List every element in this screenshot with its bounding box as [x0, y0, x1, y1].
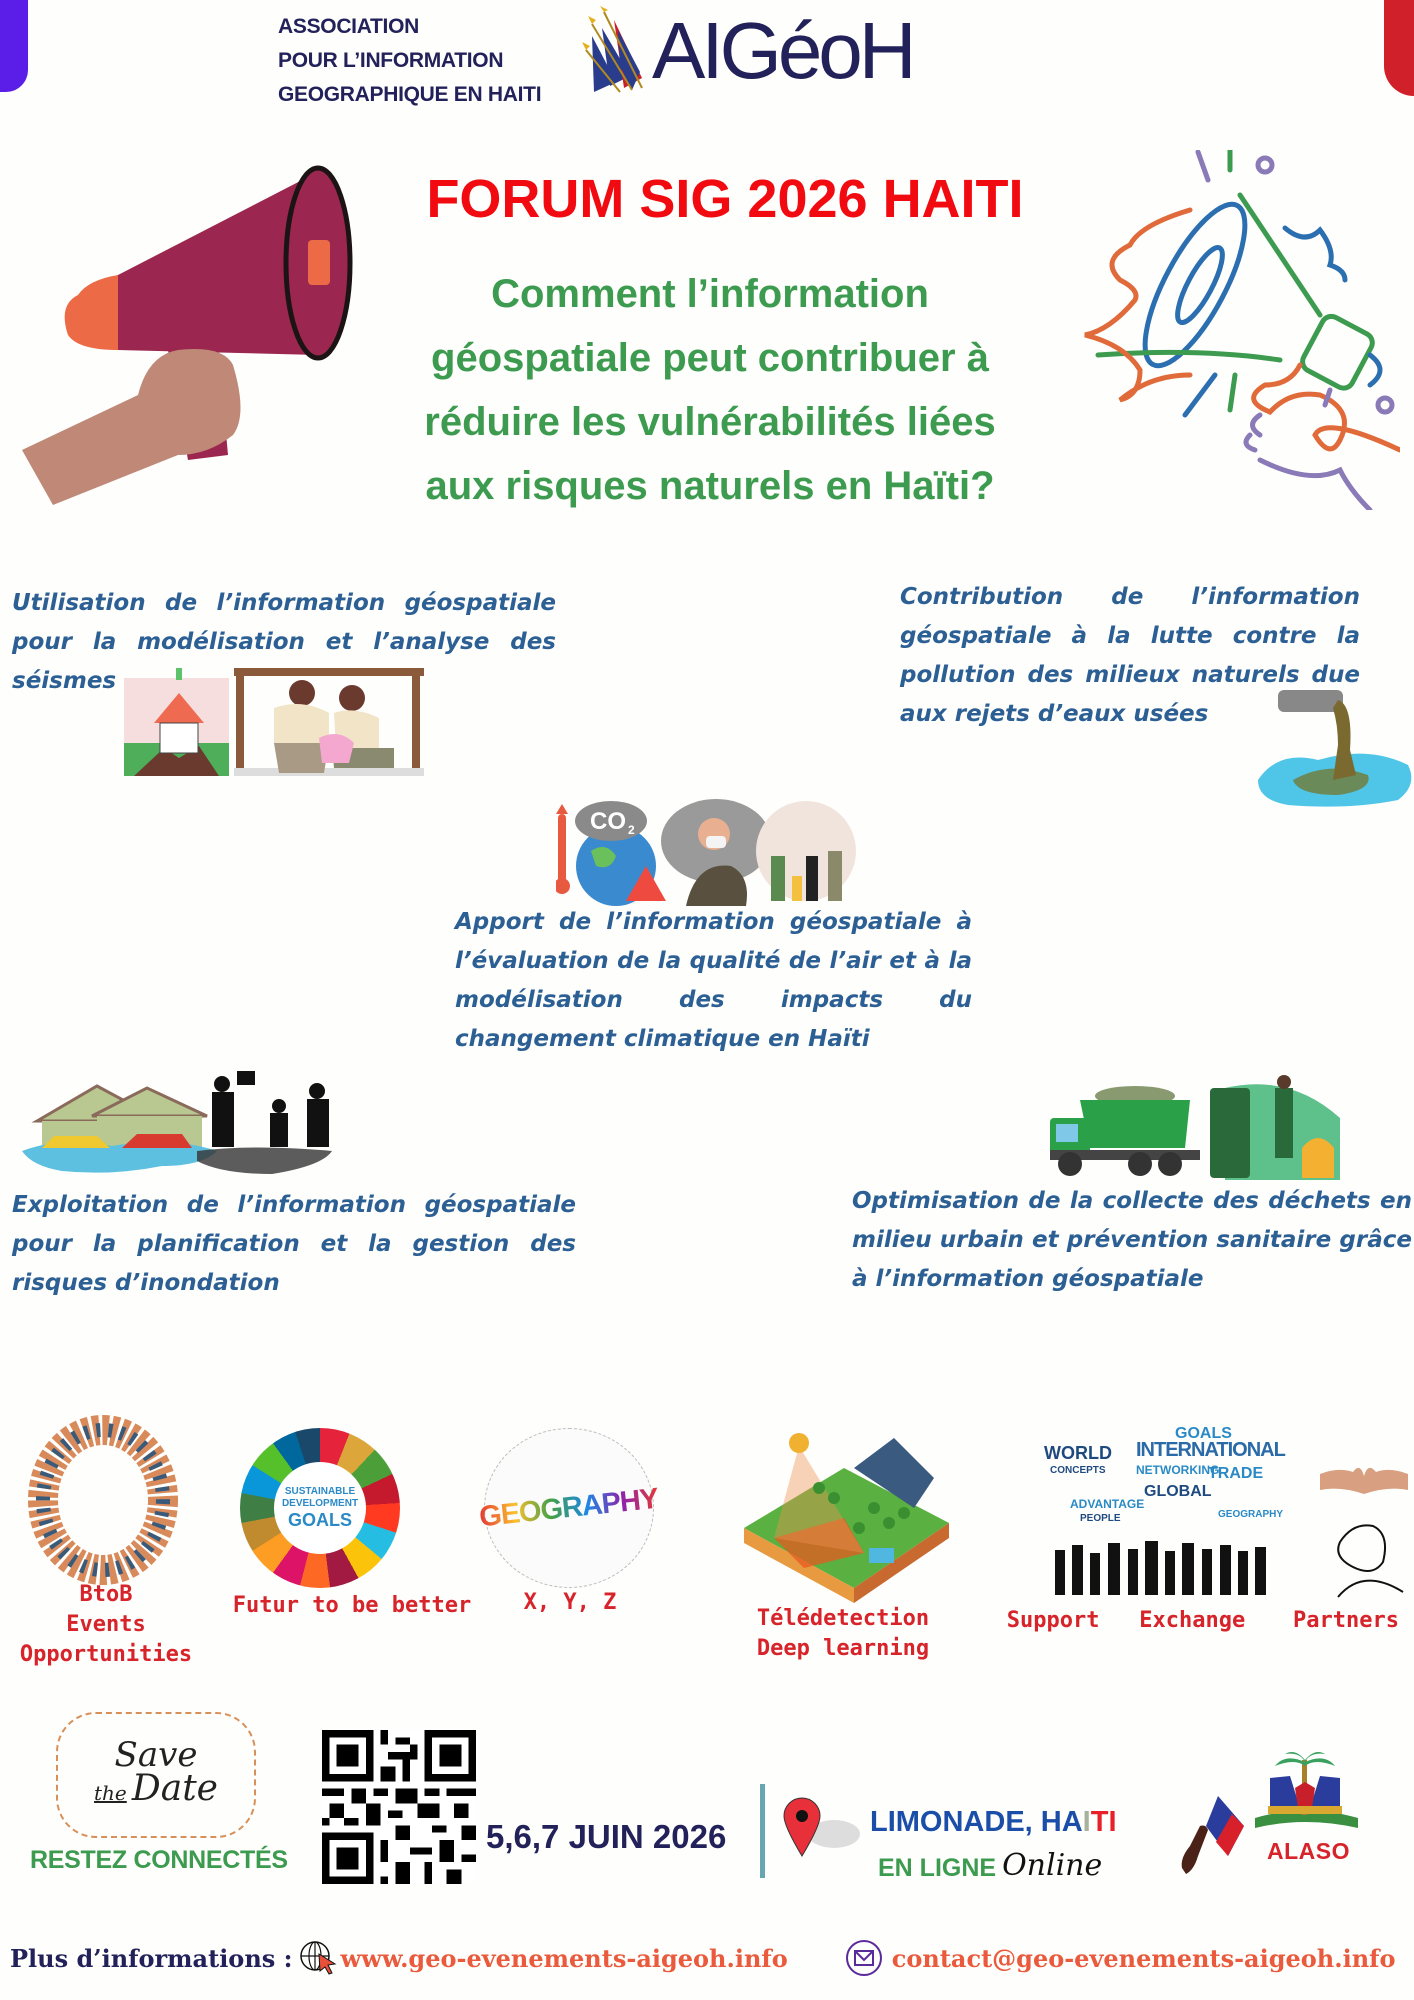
- online-info: [878, 1848, 1102, 1883]
- footer-contact: [10, 1938, 1395, 1978]
- air-quality-illustration: [556, 796, 856, 906]
- forum-question: [320, 262, 1100, 518]
- word: GLOBAL: [1144, 1483, 1212, 1500]
- the-word: the: [94, 1781, 127, 1805]
- save-word: Save: [114, 1735, 198, 1775]
- topic-flood: Exploitation de l’information géospatiale pour la planification et la gestion des risques d’inondation: [12, 1192, 576, 1296]
- online-label-en: Online: [1002, 1848, 1103, 1883]
- flags-icon: [580, 6, 652, 96]
- topic-earthquake: Utilisation de l’information géospatiale pour la modélisation et l’analyse des séismes: [12, 590, 556, 694]
- location-text: LIMONADE, HA: [870, 1806, 1083, 1838]
- globe-cursor-icon: [299, 1940, 339, 1976]
- word: ADVANTAGE: [1070, 1497, 1145, 1511]
- feature-label-remote-sensing: [728, 1604, 958, 1664]
- topic-air-quality: Apport de l’information géospatiale à l’évaluation de la qualité de l’air et à la modélisation des impacts du changement climatique en Haïti: [455, 909, 972, 1052]
- haiti-flag-hand-icon: [1180, 1796, 1246, 1876]
- geography-doodle-image: [478, 1428, 660, 1588]
- association-line: ASSOCIATION: [278, 15, 419, 38]
- more-info-label: Plus d’informations :: [10, 1943, 293, 1973]
- question-line: réduire les vulnérabilités liées: [424, 400, 996, 444]
- drone-terrain-image: [734, 1428, 954, 1603]
- geography-word: GEOGRAPHY: [478, 1482, 660, 1533]
- wastewater-pipe-illustration: [1258, 690, 1414, 808]
- people-circle-image: [28, 1415, 178, 1585]
- feature-label-btob: [6, 1580, 206, 1670]
- label-line: Opportunities: [19, 1642, 193, 1667]
- location-pin-icon: [782, 1796, 862, 1858]
- association-name: [278, 10, 541, 112]
- email-icon: [844, 1938, 884, 1978]
- feature-label-support-exchange: Support Exchange: [1006, 1608, 1246, 1633]
- the-date-row: [94, 1768, 218, 1812]
- flood-illustration: [22, 1066, 352, 1176]
- event-location: [870, 1806, 1117, 1839]
- word: WORLD: [1044, 1443, 1112, 1463]
- svg-text:CO: CO: [590, 808, 626, 835]
- stay-connected-label: RESTEZ CONNECTÉS: [30, 1846, 288, 1874]
- event-dates: 5,6,7 JUIN 2026: [486, 1818, 727, 1855]
- megaphone-hand-icon: [18, 155, 358, 505]
- logo-text: AIGéoH: [652, 6, 913, 95]
- label-line: Télédetection: [756, 1606, 930, 1631]
- save-the-date-graphic: [56, 1712, 256, 1838]
- sdg-text: GOALS: [287, 1510, 352, 1530]
- wordcloud: [1040, 1425, 1290, 1535]
- word: GOALS: [1175, 1425, 1232, 1442]
- location-text-red: TI: [1090, 1806, 1117, 1838]
- word: GEOGRAPHY: [1218, 1509, 1284, 1520]
- word: NETWORKING: [1136, 1463, 1220, 1477]
- date-word: Date: [131, 1768, 218, 1809]
- association-line: POUR L’INFORMATION: [278, 49, 504, 72]
- topic-waste: Optimisation de la collecte des déchets en milieu urbain et prévention sanitaire grâce à l’information géospatiale: [852, 1188, 1412, 1292]
- word: PEOPLE: [1080, 1513, 1121, 1524]
- hands-image: [1318, 1462, 1410, 1602]
- waste-truck-illustration: [1050, 1068, 1340, 1180]
- sdg-wheel-image: [240, 1428, 400, 1588]
- world-wordcloud-image: [1040, 1425, 1290, 1600]
- question-line: Comment l’information: [491, 272, 929, 316]
- website-link[interactable]: www.geo-evenements-aigeoh.info: [340, 1943, 788, 1973]
- earthquake-illustration: [124, 668, 424, 776]
- word: INTERNATIONAL: [1136, 1439, 1285, 1461]
- feature-label-future: Futur to be better: [232, 1593, 472, 1618]
- online-label-fr: EN LIGNE: [878, 1854, 997, 1882]
- crowd-silhouette-icon: [1050, 1535, 1280, 1600]
- label-line: Events: [66, 1612, 146, 1637]
- sdg-text: SUSTAINABLE: [284, 1486, 356, 1497]
- corner-decoration-red: [1384, 0, 1414, 96]
- haiti-coat-of-arms-icon: [1250, 1748, 1360, 1838]
- partner-label: ALASO: [1267, 1838, 1350, 1864]
- sdg-center: [274, 1462, 366, 1554]
- question-line: géospatiale peut contribuer à: [431, 336, 989, 380]
- topic-pollution: Contribution de l’information géospatiale à la lutte contre la pollution des milieux naturels due aux rejets d’eaux usées: [900, 584, 1360, 727]
- association-line: GEOGRAPHIQUE EN HAITI: [278, 83, 542, 106]
- feature-label-xyz: X, Y, Z: [523, 1590, 617, 1615]
- megaphone-lineart-icon: [1080, 150, 1400, 510]
- svg-text:2: 2: [628, 823, 635, 837]
- label-line: BtoB: [79, 1582, 133, 1607]
- label-line: Deep learning: [756, 1636, 930, 1661]
- qr-code[interactable]: [322, 1730, 476, 1884]
- location-text-grey: I: [1082, 1806, 1091, 1838]
- forum-title: FORUM SIG 2026 HAITI: [426, 169, 1024, 229]
- word: TRADE: [1208, 1465, 1264, 1482]
- aigeoh-logo: [580, 6, 913, 96]
- question-line: aux risques naturels en Haïti?: [425, 464, 995, 508]
- feature-label-partners: Partners: [1293, 1608, 1399, 1633]
- corner-decoration-purple: [0, 0, 28, 92]
- email-link[interactable]: contact@geo-evenements-aigeoh.info: [891, 1943, 1396, 1973]
- word: CONCEPTS: [1050, 1465, 1106, 1476]
- sdg-text: DEVELOPMENT: [281, 1498, 359, 1509]
- divider: [760, 1784, 765, 1878]
